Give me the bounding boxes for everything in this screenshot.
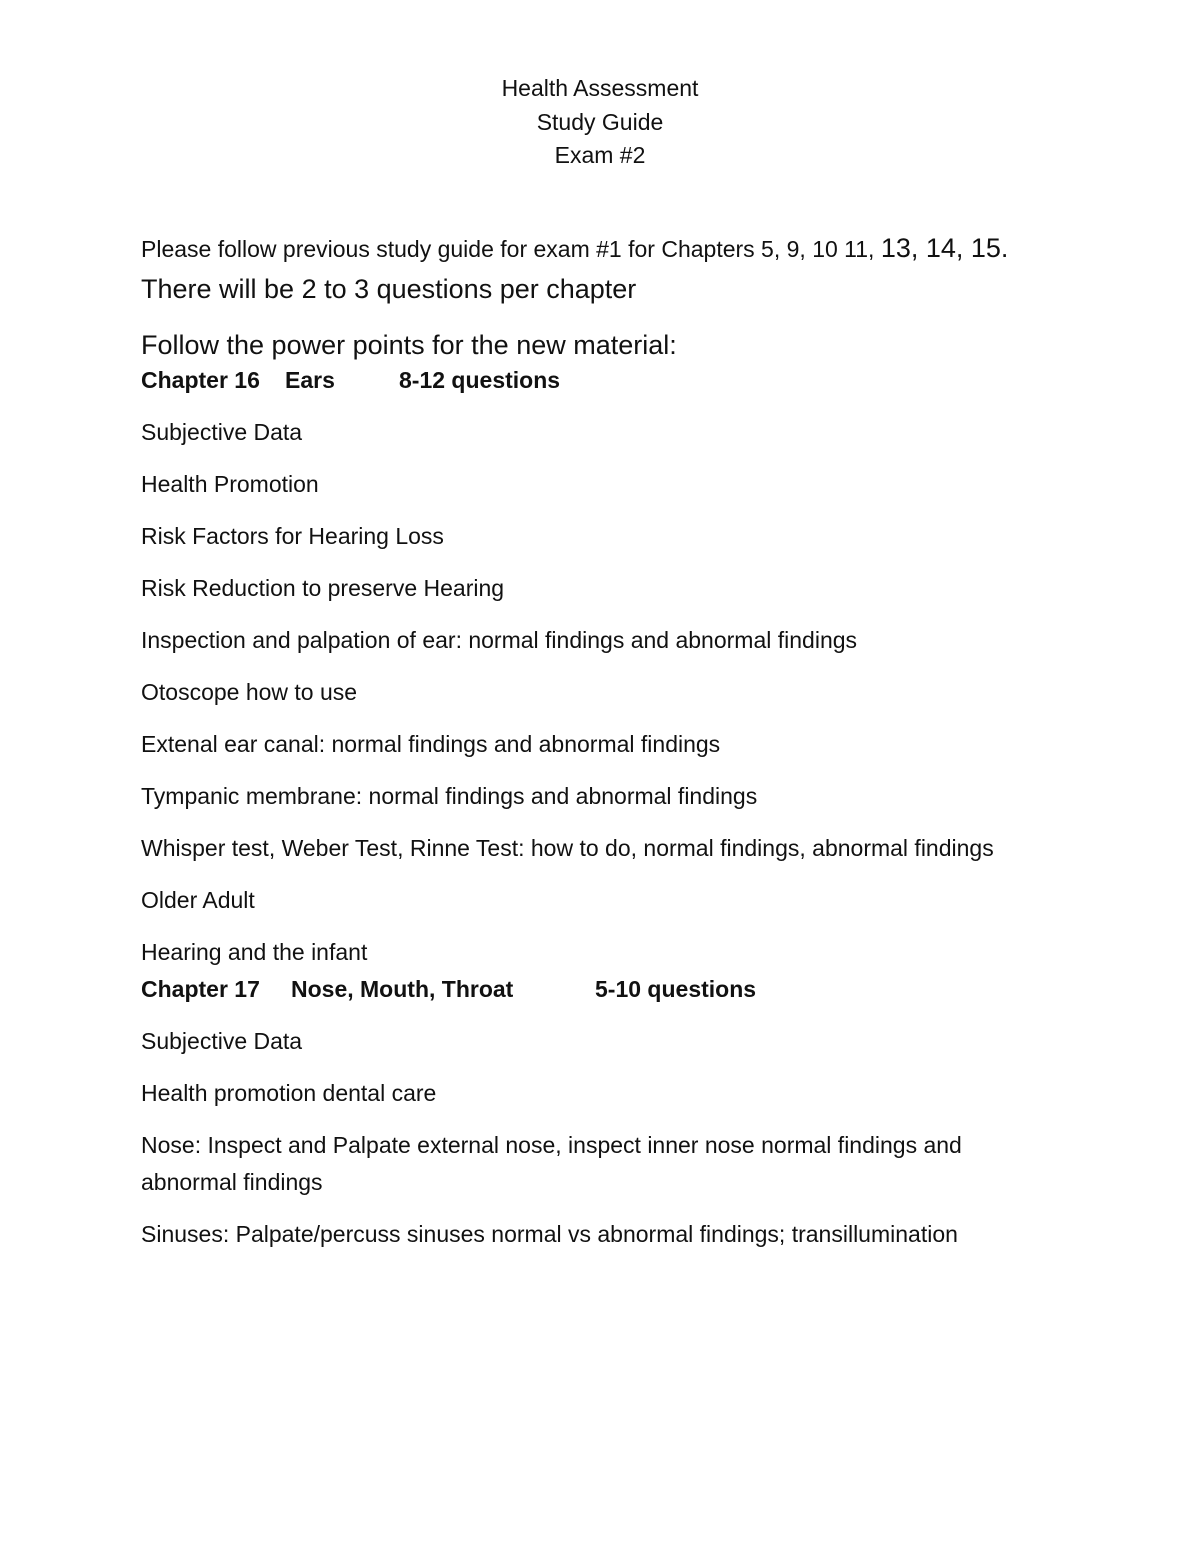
- chapter16-heading: [141, 362, 1056, 399]
- ch16-item: Risk Reduction to preserve Hearing: [141, 575, 505, 601]
- ch16-item: Risk Factors for Hearing Loss: [141, 523, 444, 549]
- ch16-item: Inspection and palpation of ear: normal findings and abnormal findings: [141, 627, 858, 653]
- chapter17-questions: 5-10 questions: [595, 976, 757, 1002]
- header-subtitle: Study Guide: [536, 108, 664, 135]
- ch16-item: Older Adult: [141, 887, 255, 913]
- follow-instruction: Follow the power points for the new material:: [141, 330, 677, 360]
- ch17-item: Subjective Data: [141, 1028, 303, 1054]
- ch17-item: Sinuses: Palpate/percuss sinuses normal vs abnormal findings; transillumination: [141, 1221, 958, 1247]
- intro-text-part2: 13, 14, 15. There will be 2 to 3 questions per chapter: [141, 233, 1009, 304]
- header-title: Health Assessment: [501, 75, 699, 101]
- ch17-item: Nose: Inspect and Palpate external nose, inspect inner nose normal findings and abnormal findings: [141, 1132, 962, 1195]
- ch16-item: Extenal ear canal: normal findings and abnormal findings: [141, 731, 721, 757]
- chapter17-number: Chapter 17: [141, 976, 260, 1002]
- chapter16-number: Chapter 16: [141, 367, 260, 393]
- chapter16-topic: Ears: [285, 367, 335, 393]
- ch16-item: Otoscope how to use: [141, 679, 358, 705]
- ch16-item: Subjective Data: [141, 419, 303, 445]
- ch16-item: Tympanic membrane: normal findings and abnormal findings: [141, 783, 758, 809]
- ch17-item: Health promotion dental care: [141, 1080, 437, 1106]
- intro-paragraph: [141, 228, 1056, 310]
- ch16-item: Hearing and the infant: [141, 939, 368, 965]
- document-header: [0, 72, 1200, 173]
- ch16-item: Whisper test, Weber Test, Rinne Test: how to do, normal findings, abnormal findings: [141, 835, 994, 861]
- chapter17-topic: Nose, Mouth, Throat: [291, 976, 514, 1002]
- ch16-item: Health Promotion: [141, 471, 319, 497]
- chapter16-questions: 8-12 questions: [399, 367, 561, 393]
- intro-text-part1: Please follow previous study guide for exam #1 for Chapters 5, 9, 10 11,: [141, 236, 881, 262]
- document-body: [141, 228, 1056, 1253]
- header-exam: Exam #2: [554, 142, 646, 168]
- chapter17-heading: [141, 971, 1056, 1008]
